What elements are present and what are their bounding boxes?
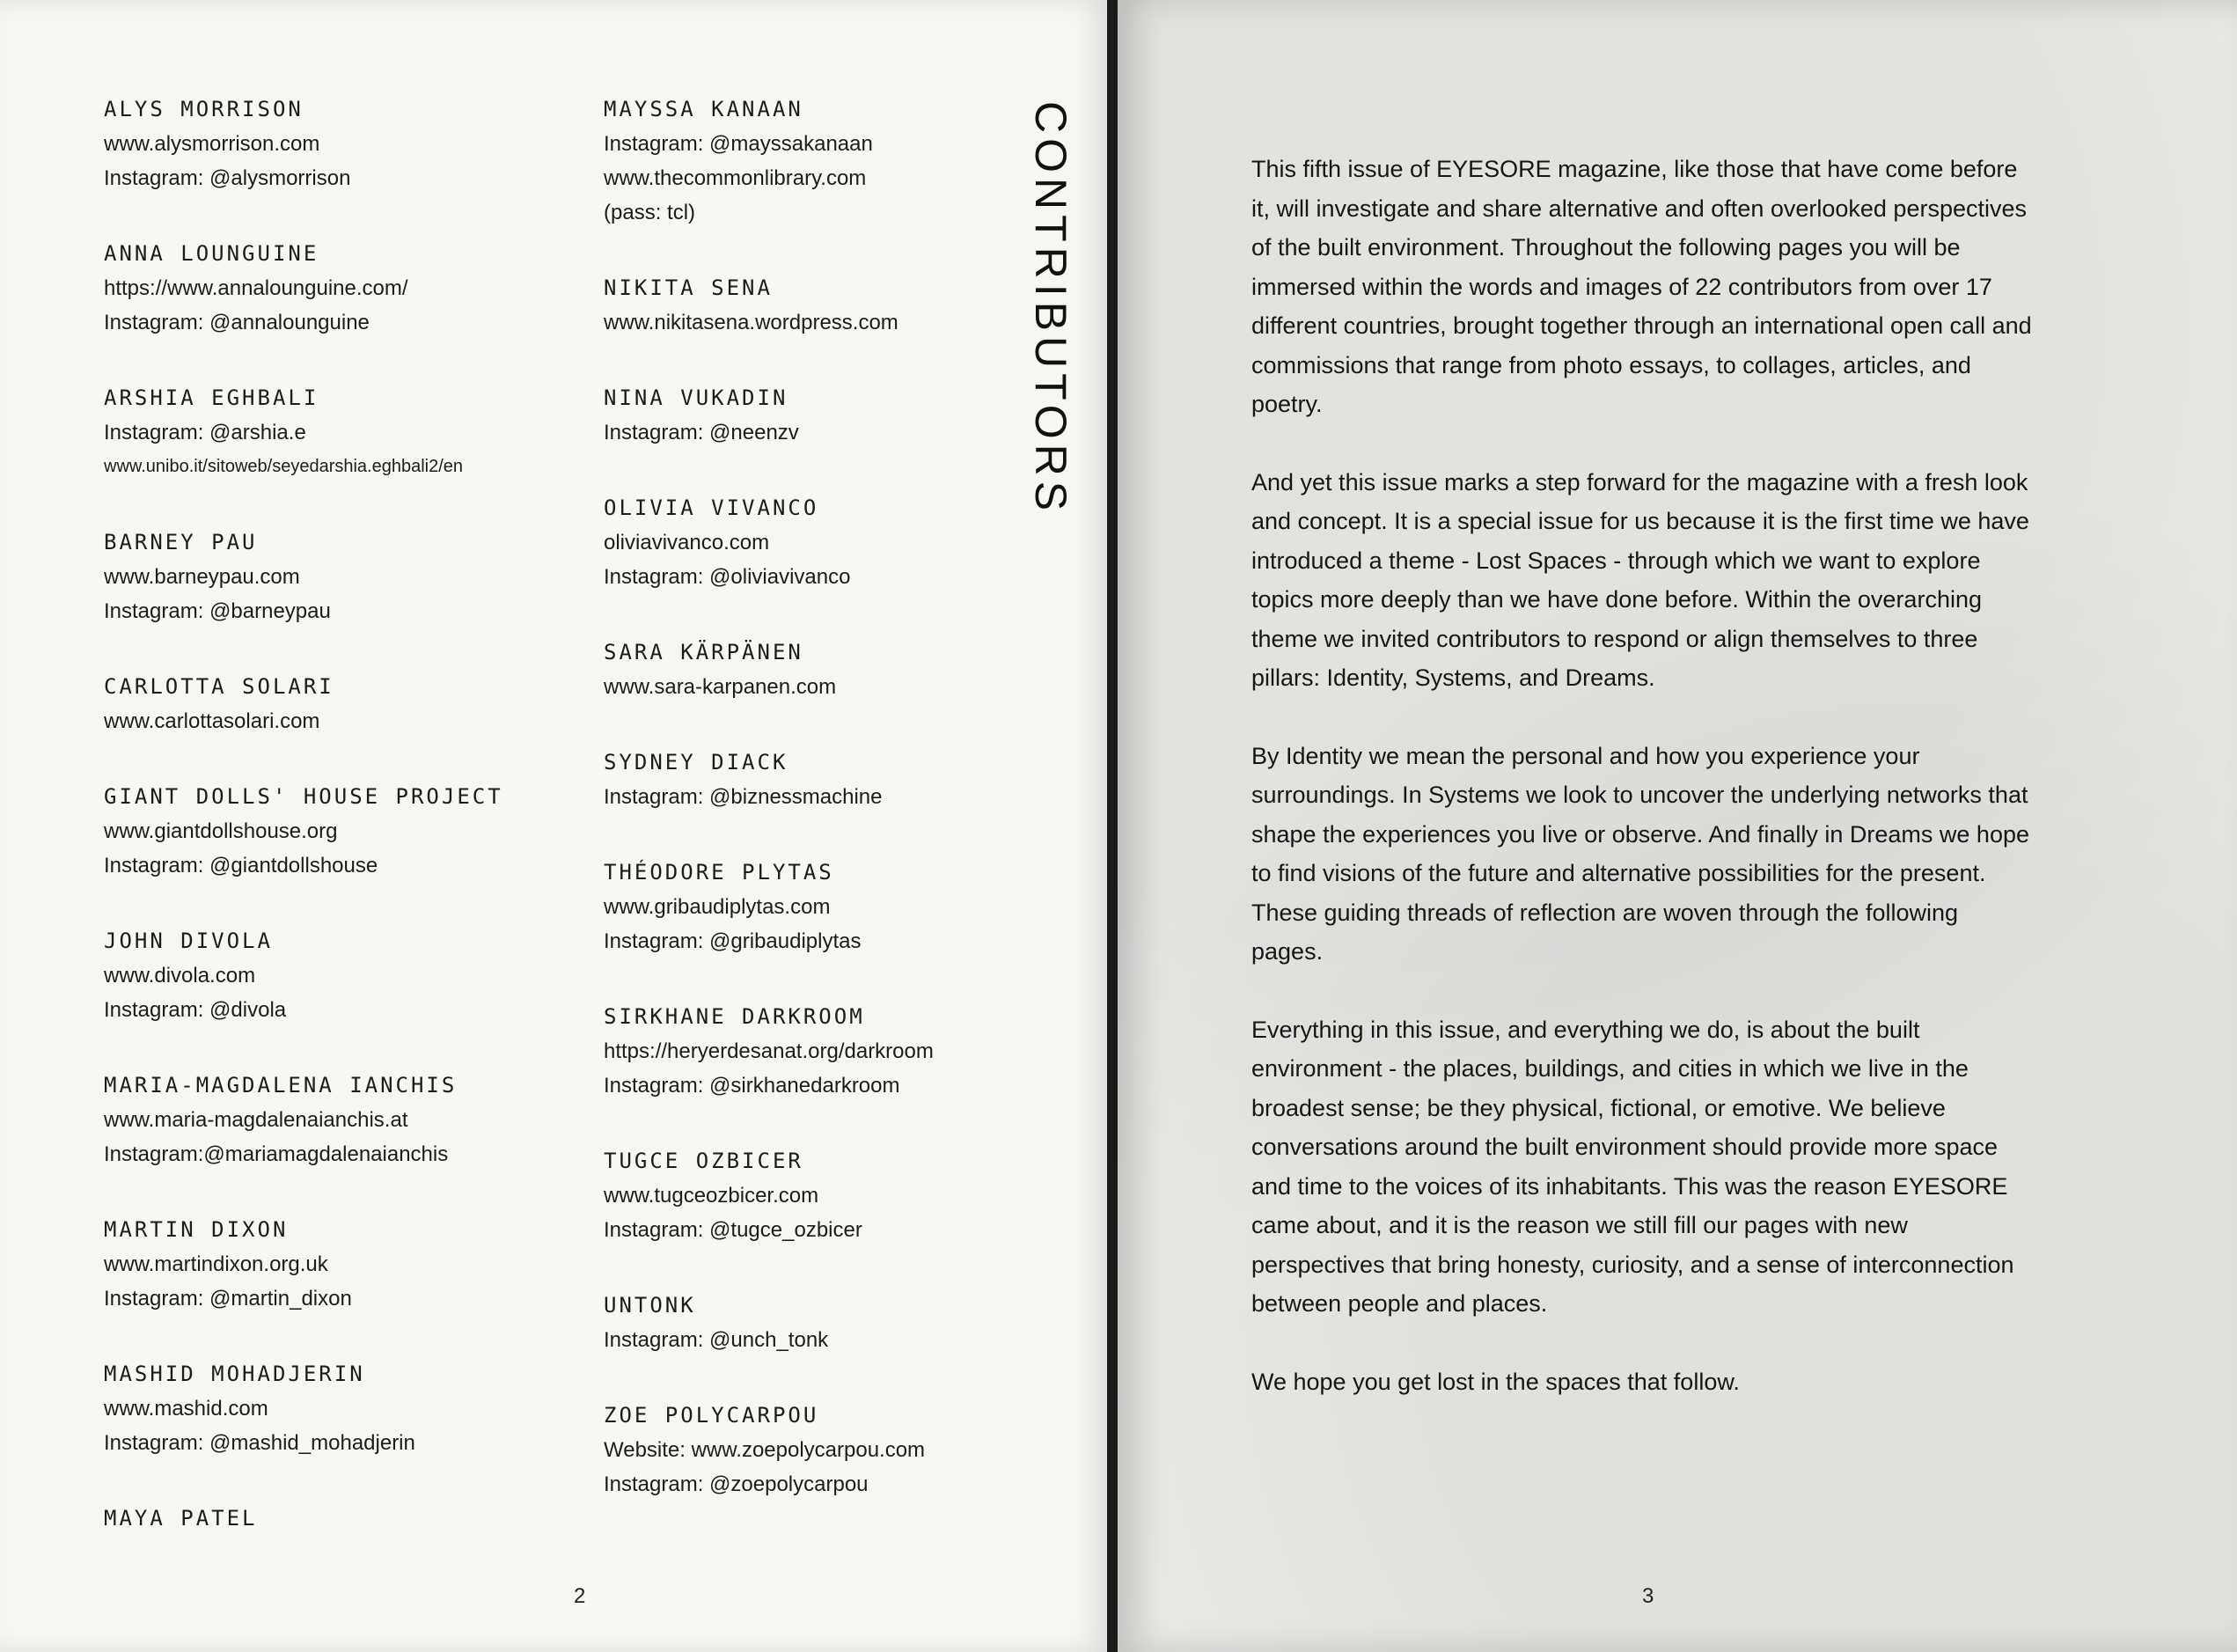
- contributor-link[interactable]: www.tugceozbicer.com: [604, 1184, 819, 1208]
- contributor-name: ALYS MORRISON: [104, 97, 304, 121]
- contributor-link[interactable]: Instagram: @neenzv: [604, 421, 799, 444]
- contributor-link[interactable]: Instagram: @divola: [104, 998, 287, 1022]
- contributor-link[interactable]: www.unibo.it/sitoweb/seyedarshia.eghbali2/en: [104, 457, 464, 476]
- contributor-entry: [104, 779, 597, 883]
- contributor-entry: [104, 1068, 597, 1171]
- contributor-link[interactable]: Instagram: @unch_tonk: [604, 1328, 829, 1352]
- contributor-link[interactable]: Instagram: @alysmorrison: [104, 166, 351, 190]
- contributor-link[interactable]: Instagram:@mariamagdalenaianchis: [104, 1142, 449, 1166]
- contributor-link[interactable]: www.nikitasena.wordpress.com: [604, 311, 898, 334]
- contributor-entry: [604, 270, 1017, 340]
- contributor-name: ZOE POLYCARPOU: [604, 1403, 819, 1428]
- contributor-entry: [604, 1288, 1017, 1357]
- contributor-link[interactable]: www.gribaudiplytas.com: [604, 895, 831, 919]
- contributor-entry: [104, 1212, 597, 1316]
- contributor-link[interactable]: www.thecommonlibrary.com: [604, 166, 867, 190]
- contributor-name: THÉODORE PLYTAS: [604, 860, 834, 885]
- contributor-entry: [604, 999, 1017, 1103]
- contributor-link[interactable]: Instagram: @annalounguine: [104, 311, 370, 334]
- contributor-link[interactable]: www.mashid.com: [104, 1397, 268, 1421]
- contributor-entry: [104, 1356, 597, 1460]
- contributor-entry: [604, 745, 1017, 814]
- contributor-link[interactable]: www.alysmorrison.com: [104, 132, 320, 156]
- contributor-name: JOHN DIVOLA: [104, 929, 273, 953]
- contributor-name: MARIA-MAGDALENA IANCHIS: [104, 1073, 458, 1098]
- contributors-column-a: [104, 92, 597, 1576]
- contributor-entry: [604, 92, 1017, 230]
- contributor-link[interactable]: oliviavivanco.com: [604, 531, 770, 554]
- intro-paragraph: By Identity we mean the personal and how you experience your surroundings. In Systems we look to uncover the underlying networks that shape the experiences you live or observe. And finally in Dreams we hope to find visions of the future and alternative possibilities for the present. These guiding threads of reflection are woven through the following pages.: [1251, 742, 2029, 965]
- contributor-link[interactable]: https://heryerdesanat.org/darkroom: [604, 1039, 934, 1063]
- contributor-name: SYDNEY DIACK: [604, 750, 788, 775]
- contributor-name: ANNA LOUNGUINE: [104, 241, 319, 266]
- contributor-link[interactable]: Instagram: @arshia.e: [104, 421, 306, 444]
- contributor-link[interactable]: Instagram: @tugce_ozbicer: [604, 1218, 862, 1242]
- contributor-name: ARSHIA EGHBALI: [104, 385, 319, 410]
- contributor-name: SARA KÄRPÄNEN: [604, 640, 803, 664]
- contributor-entry: [104, 1501, 597, 1536]
- contributor-entry: [604, 1143, 1017, 1247]
- contributor-link[interactable]: Instagram: @giantdollshouse: [104, 854, 378, 877]
- contributor-entry: [104, 92, 597, 195]
- page-number-left: 2: [574, 1584, 586, 1608]
- contributor-name: OLIVIA VIVANCO: [604, 496, 819, 520]
- page-number-right: 3: [1642, 1584, 1654, 1608]
- contributor-link[interactable]: Instagram: @biznessmachine: [604, 785, 883, 809]
- contributors-title: CONTRIBUTORS: [1026, 101, 1075, 517]
- contributor-name: CARLOTTA SOLARI: [104, 674, 334, 699]
- contributor-name: MASHID MOHADJERIN: [104, 1362, 365, 1386]
- contributor-entry: [604, 855, 1017, 958]
- contributor-name: MAYA PATEL: [104, 1506, 258, 1531]
- left-page: [0, 0, 1111, 1652]
- contributor-link[interactable]: www.giantdollshouse.org: [104, 819, 338, 843]
- contributor-entry: [104, 380, 597, 484]
- contributor-link[interactable]: www.carlottasolari.com: [104, 709, 320, 733]
- contributor-link[interactable]: Instagram: @sirkhanedarkroom: [604, 1074, 900, 1098]
- contributor-entry: [604, 490, 1017, 594]
- contributors-column-b: [604, 92, 1017, 1542]
- contributor-name: NIKITA SENA: [604, 275, 773, 300]
- contributor-name: GIANT DOLLS' HOUSE PROJECT: [104, 784, 503, 809]
- contributor-link[interactable]: Instagram: @mayssakanaan: [604, 132, 873, 156]
- intro-closing: We hope you get lost in the spaces that follow.: [1251, 1368, 1740, 1395]
- contributor-link[interactable]: www.divola.com: [104, 964, 256, 988]
- contributor-entry: [604, 635, 1017, 704]
- contributor-entry: [604, 380, 1017, 450]
- contributor-name: TUGCE OZBICER: [604, 1149, 803, 1173]
- contributor-name: MARTIN DIXON: [104, 1217, 289, 1242]
- contributor-name: SIRKHANE DARKROOM: [604, 1004, 865, 1029]
- contributor-link[interactable]: (pass: tcl): [604, 201, 696, 224]
- contributor-entry: [104, 525, 597, 628]
- contributor-link[interactable]: Instagram: @martin_dixon: [104, 1287, 352, 1311]
- contributor-link[interactable]: www.barneypau.com: [104, 565, 300, 589]
- contributor-link[interactable]: Website: www.zoepolycarpou.com: [604, 1438, 926, 1462]
- contributor-name: MAYSSA KANAAN: [604, 97, 803, 121]
- intro-paragraph: This fifth issue of EYESORE magazine, like those that have come before it, will investigate and share alternative and often overlooked perspectives of the built environment. Throughout the following pages you will be immersed within the words and images of 22 contributors from over 17 different countries, brought together through an international open call and commissions that range from photo essays, to collages, articles, and poetry.: [1251, 156, 2032, 417]
- contributor-entry: [104, 236, 597, 340]
- contributor-link[interactable]: Instagram: @oliviavivanco: [604, 565, 851, 589]
- contributor-entry: [604, 1398, 1017, 1501]
- contributor-link[interactable]: https://www.annalounguine.com/: [104, 276, 408, 300]
- editorial-introduction: [1251, 150, 2035, 1440]
- intro-paragraph: And yet this issue marks a step forward for the magazine with a fresh look and concept. It is a special issue for us because it is the first time we have introduced a theme - Lost Spaces - through which we want to explore topics more deeply than we have done before. Within the overarching theme we invited contributors to respond or align themselves to three pillars: Identity, Systems, and Dreams.: [1251, 468, 2029, 691]
- intro-paragraph: Everything in this issue, and everything we do, is about the built environment - the places, buildings, and cities in which we live in the broadest sense; be they physical, fictional, or emotive. We believe conversations around the built environment should provide more space and time to the voices of its inhabitants. This was the reason EYESORE came about, and it is the reason we still fill our pages with new perspectives that bring honesty, curiosity, and a sense of interconnection between people and places.: [1251, 1016, 2014, 1317]
- contributor-entry: [104, 923, 597, 1027]
- contributor-name: UNTONK: [604, 1293, 696, 1318]
- contributor-link[interactable]: Instagram: @gribaudiplytas: [604, 929, 862, 953]
- contributor-link[interactable]: www.maria-magdalenaianchis.at: [104, 1108, 408, 1132]
- contributor-name: NINA VUKADIN: [604, 385, 788, 410]
- contributor-link[interactable]: Instagram: @mashid_mohadjerin: [104, 1431, 415, 1455]
- contributor-link[interactable]: Instagram: @barneypau: [104, 599, 331, 623]
- contributor-link[interactable]: www.martindixon.org.uk: [104, 1252, 328, 1276]
- contributor-link[interactable]: Instagram: @zoepolycarpou: [604, 1472, 869, 1496]
- contributor-link[interactable]: www.sara-karpanen.com: [604, 675, 837, 699]
- contributor-name: BARNEY PAU: [104, 530, 258, 554]
- contributor-entry: [104, 669, 597, 738]
